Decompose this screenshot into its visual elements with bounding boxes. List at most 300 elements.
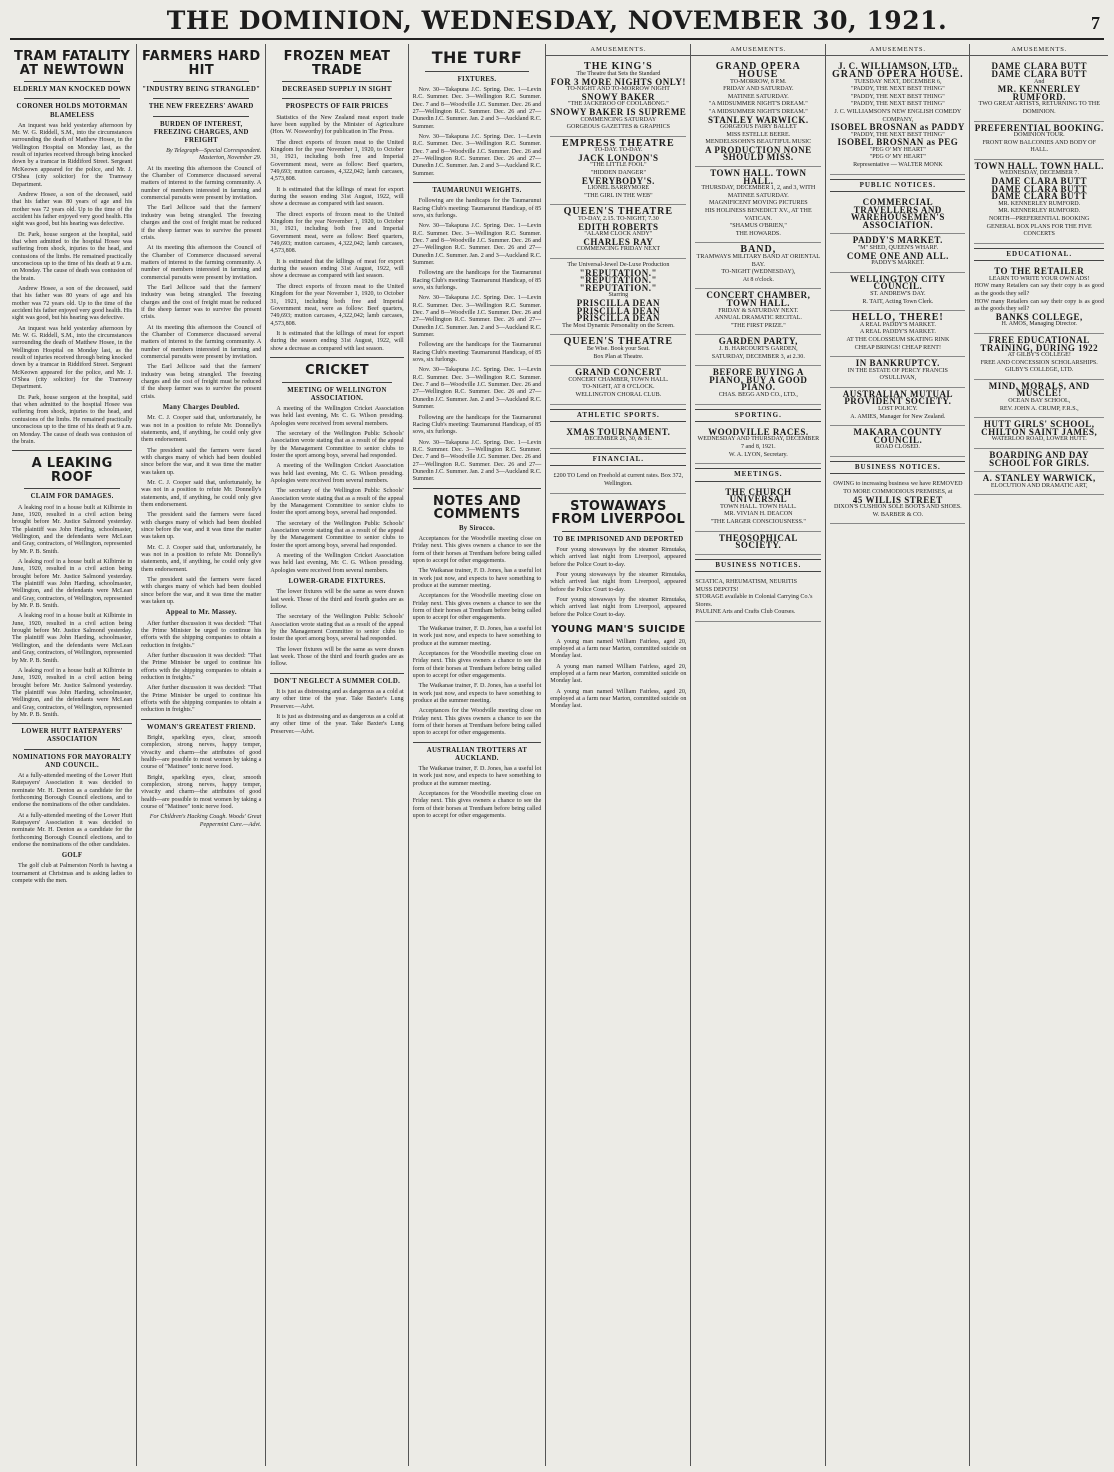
subhead: ELDERLY MAN KNOCKED DOWN: [13, 86, 131, 94]
ad-line: J. C. WILLIAMSON, LTD.,: [838, 61, 958, 72]
article-paragraph: A leaking roof in a house built at Kilbirnie in June, 1920, resulted in a civil action being brought before Mr. Justice Salmond yesterday. The plaintiff was John Harding, schoolmaster, Wellington, and the defendants were McLean and Gray, contractors, of Wellington, represented by Mr. P. B. Smith.: [12, 504, 133, 555]
article-paragraph: Four young stowaways by the steamer Rimutaka, which arrived last night from Liverpool, appeared before the Police Court to-day.: [550, 572, 687, 593]
ad-line: COMMENCING SATURDAY: [580, 116, 657, 123]
ad-line: "REPUTATION.": [579, 275, 658, 286]
ad-line: BOARDING AND DAY SCHOOL FOR GIRLS.: [989, 450, 1090, 468]
ad-line: ROAD CLOSED.: [875, 444, 920, 451]
divider: [282, 382, 391, 383]
ad-line: AT THE COLOSSEUM SKATING RINK: [846, 336, 950, 343]
ad-line: MR. KENNERLEY RUMFORD.: [998, 200, 1081, 207]
article-paragraph: The Waikanae trainer, F. D. Jones, has a useful lot in work just now, and expects to have something to produce at the summer meeting.: [412, 683, 542, 704]
ad-line: BANKS COLLEGE,: [995, 311, 1083, 322]
ad-line: STORAGE available in Colonial Carrying Co.'s Stores.: [695, 594, 813, 608]
ad-line: At 8 o'clock.: [742, 276, 774, 283]
ad-line: GORGEOUS FAIRY BALLET: [719, 124, 797, 131]
column-6: [691, 44, 826, 1466]
ad-line: THE CHURCH UNIVERSAL: [725, 486, 792, 505]
ad-line: A. STANLEY WARWICK,: [982, 473, 1096, 484]
ad-line: FRIDAY & SATURDAY NEXT.: [718, 307, 799, 314]
ad-line: TO-DAY, 2.15. TO-NIGHT, 7.30: [577, 216, 659, 223]
section-header: AMUSEMENTS.: [970, 44, 1108, 56]
ad-line: PADDY'S MARKET.: [871, 260, 925, 267]
article-paragraph: Four young stowaways by the steamer Rimutaka, which arrived last night from Liverpool, appeared before the Police Court to-day.: [550, 547, 687, 568]
advert-kings-theatre: [550, 60, 686, 136]
article-paragraph: A leaking roof in a house built at Kilbirnie in June, 1920, resulted in a civil action being brought before Mr. Justice Salmond yesterday. The plaintiff was John Harding, schoolmaster, Wellington, and the defendants were McLean and Gray, contractors, of Wellington, represented by Mr. P. B. Smith.: [12, 667, 133, 718]
ad-line: WEDNESDAY, DECEMBER 7.: [999, 170, 1079, 177]
ad-line: SATURDAY, DECEMBER 3, at 2.30.: [711, 353, 805, 360]
ad-line: HELLO, THERE!: [851, 312, 944, 324]
advert-queens-theatre: [550, 205, 686, 259]
article-paragraph: A meeting of the Wellington Cricket Association was held last evening, Mr. C. G. Wilson presiding. Apologies were received from several members.: [270, 405, 404, 427]
advert-queens-booking: [550, 335, 686, 366]
columns: [8, 44, 1108, 1466]
article-paragraph: The Earl Jellicoe said that the farmers' industry was being strangled. The freezing charges and the cost of freight must be reduced if the sheep farmer was to survive the present crisis.: [141, 284, 262, 321]
article-paragraph: An inquest was held yesterday afternoon by Mr. W. G. Riddell, S.M., into the circumstances surrounding the death of Matthew Hosee, in the Wellington Hospital on Monday last, as the result of injuries received through being knocked down by a tramcar in Riddiford Street. Sergeant McKeown appeared for the police, and Mr. J. O'Shea (city solicitor) for the Tramway Department.: [12, 122, 133, 188]
ad-line: QUEEN'S THEATRE: [563, 336, 674, 348]
ad-line: GORGEOUS GAZETTES & GRAPHICS: [566, 124, 671, 131]
advert-reputation: [550, 259, 686, 335]
advert-banks-college: [974, 265, 1104, 334]
advert-athletic: [550, 426, 686, 449]
ad-line: DOMINION TOUR.: [1013, 132, 1065, 139]
ad-line: TO-NIGHT AND TO-MORROW NIGHT: [566, 86, 670, 93]
ad-line: GARDEN PARTY,: [718, 336, 798, 347]
ad-line: HOW many Retailers can say their copy is as good as the goods they sell?: [974, 298, 1104, 313]
article-paragraph: At its meeting this afternoon the Council of the Chamber of Commerce discussed several matters of interest to the farming community. A number of members interested in farming and commercial pursuits were present by invitation.: [141, 165, 262, 202]
article-paragraph: Statistics of the New Zealand meat export trade have been supplied by the Minister of Agriculture (Hon. W. Nosworthy) for publication in The Press.: [270, 114, 404, 136]
divider: [24, 98, 120, 99]
ad-line: ISOBEL BROSNAN as PEG: [837, 137, 959, 148]
advert-gilbys-college: [974, 334, 1104, 380]
ad-line: "A MIDSUMMER NIGHT'S DREAM.": [708, 108, 808, 115]
advert-preferential-booking: [974, 122, 1104, 160]
advert-band: [695, 243, 821, 289]
article-paragraph: Mr. C. J. Cooper said that, unfortunately, he was not in a position to refute Mr. Donnelly's statements, and, if anything, he could only give them endorsement.: [141, 415, 262, 444]
advert-town-hall-pictures: [695, 167, 821, 243]
advert-footer: For Children's Hacking Cough. Woods' Great Peppermint Cure.—Advt.: [149, 814, 262, 828]
advert-stanley-warwick: [974, 472, 1104, 495]
advert-ocean-bay-school: [974, 380, 1104, 418]
ad-line: TOWN HALL. TOWN HALL.: [710, 168, 807, 186]
divider: [562, 531, 674, 532]
column-3: [266, 44, 408, 1466]
subhead: TAUMARUNUI WEIGHTS.: [432, 187, 522, 195]
ad-line: CONCERT CHAMBER, TOWN HALL.: [568, 376, 669, 383]
ad-line: PADDY'S MARKET.: [852, 235, 943, 246]
ad-line: The Universal-Jewel De-Luxe Production: [567, 262, 670, 268]
ad-line: A REAL PADDY'S MARKET.: [859, 329, 936, 336]
ad-line: W. BARBER & CO.: [872, 511, 924, 518]
ad-line: TRAMWAYS MILITARY BAND AT ORIENTAL BAY.: [696, 254, 821, 268]
divider: [425, 71, 530, 72]
divider: [24, 488, 120, 489]
ad-line: 45 WILLIS STREET: [852, 494, 943, 505]
article-paragraph: A young man named William Fairless, aged 20, employed at a farm near Marton, committed suicide on Monday last.: [550, 638, 687, 660]
ad-line: "HIDDEN DANGER": [590, 170, 646, 177]
headline-suicide: YOUNG MAN'S SUICIDE: [551, 624, 686, 636]
advert-city-council: [830, 273, 965, 311]
ad-line: TOWN HALL. TOWN HALL.: [974, 160, 1104, 171]
article-paragraph: The Waikanae trainer, F. D. Jones, has a useful lot in work just now, and expects to have something to produce at the summer meeting.: [412, 765, 542, 787]
ad-line: MAGNIFICENT MOVING PICTURES: [708, 200, 808, 207]
ad-line: PRISCILLA DEAN: [576, 297, 660, 308]
divider: [141, 719, 261, 720]
section-header: EDUCATIONAL.: [974, 248, 1104, 261]
article-paragraph: The secretary of the Wellington Public Schools' Association wrote stating that as a result of the appeal by the Management Committee to senior clubs to foster the sport among boys, several had responded.: [270, 488, 404, 517]
ad-line: WEDNESDAY AND THURSDAY, DECEMBER 7 and 8, 1921.: [697, 436, 820, 451]
ad-line: "A MIDSUMMER NIGHT'S DREAM.": [708, 101, 808, 108]
divider: [24, 749, 120, 750]
section-header: ATHLETIC SPORTS.: [550, 409, 686, 422]
article-paragraph: Acceptances for the Woodville meeting close on Friday next. This gives owners a chance to see the form of their horses at Trentham before being called upon to accept for other engagements.: [412, 536, 542, 565]
article-paragraph: The secretary of the Wellington Public Schools' Association wrote stating that as a result of the appeal by the Management Committee to senior clubs to foster the sport among boys, several had responded.: [270, 430, 404, 459]
headline-tram-fatality: TRAM FATALITY AT NEWTOWN: [14, 49, 131, 78]
divider: [153, 81, 249, 82]
ad-line: "THE GIRL IN THE WEB": [584, 192, 653, 199]
article-paragraph: It is estimated that the killings of meat for export during the season ending 31st August, 1922, will show a decrease as compared with last season.: [270, 186, 404, 208]
ad-line: WELLINGTON CHORAL CLUB.: [575, 391, 662, 398]
advert-bankruptcy: [830, 357, 965, 388]
subhead: WOMAN'S GREATEST FRIEND.: [146, 723, 256, 731]
subhead: FIXTURES.: [457, 75, 497, 83]
article-paragraph: Andrew Hosee, a son of the deceased, said that his father was 80 years of age and his mother was 72 years old. Up to the time of the accident his father enjoyed very good health. His sight was good, but his hearing was defective.: [12, 191, 133, 228]
ad-line: "THE LARGER CONSCIOUSNESS.": [710, 518, 806, 525]
ad-line: CHAS. BEGG AND CO., LTD.,: [718, 391, 798, 398]
ad-line: EMPRESS THEATRE: [561, 137, 675, 149]
ad-line: "PEG O' MY HEART": [869, 146, 926, 153]
ad-line: THURSDAY, DECEMBER 1, 2, and 3, WITH MATINEE SATURDAY.: [701, 185, 816, 199]
divider: [413, 182, 542, 183]
subhead: LOWER HUTT RATEPAYERS' ASSOCIATION: [21, 728, 123, 744]
article-paragraph: A leaking roof in a house built at Kilbirnie in June, 1920, resulted in a civil action being brought before Mr. Justice Salmond yesterday. The plaintiff was John Harding, schoolmaster, Wellington, and the defendants were McLean and Gray, contractors, of Wellington, represented by Mr. P. B. Smith.: [12, 559, 133, 610]
ad-line: GRAND CONCERT: [575, 367, 662, 378]
ad-line: ST. ANDREW'S DAY.: [870, 290, 926, 297]
ad-line: "SHAMUS O'BRIEN,": [729, 223, 787, 230]
ad-line: MUSS DEPOTS!: [695, 586, 739, 593]
advert-paddys-market: [830, 234, 965, 272]
article-paragraph: The direct exports of frozen meat to the United Kingdom for the year November 1, 1920, to October 31, 1921, including both free and Imperial Government meat, were as follow: Beef quarters, 749,693; mutton carcases, 4,322,042; lamb carcases, 4,573,808.: [270, 139, 404, 183]
ad-line: "THE LITTLE FOOL": [590, 162, 647, 169]
article-paragraph: Nov. 30—Takapuna J.C. Spring. Dec. 1—Levin R.C. Summer. Dec. 3—Wellington R.C. Summer. Dec. 7 and 8—Woodville J.C. Summer. Dec. 26 and 27—Wellington R.C. Summer. Dec. 26 and 27—Dunedin J.C. Summer. Jan. 2 and 3—Auckland R.C. Summer.: [412, 223, 542, 266]
section-header: SPORTING.: [695, 409, 821, 422]
section-header: MEETINGS.: [695, 468, 821, 481]
advert-hello-there: [830, 311, 965, 357]
column-1: [8, 44, 137, 1466]
article-paragraph: A young man named William Fairless, aged 20, employed at a farm near Marton, committed suicide on Monday last.: [550, 688, 687, 710]
ad-line: J. C. WILLIAMSON'S NEW ENGLISH COMEDY COMPANY,: [834, 108, 962, 123]
section-header: AMUSEMENTS.: [546, 44, 690, 56]
article-paragraph: The Waikanae trainer, F. D. Jones, has a useful lot in work just now, and expects to have something to produce at the summer meeting.: [412, 568, 542, 590]
ad-line: DAME CLARA BUTT: [991, 176, 1087, 187]
ad-line: And: [1033, 78, 1045, 85]
headline-cricket: CRICKET: [305, 362, 369, 378]
masthead-title: THE DOMINION, WEDNESDAY, NOVEMBER 30, 1921.: [166, 6, 948, 35]
column-2: [137, 44, 266, 1466]
ad-line: DAME CLARA BUTT: [991, 183, 1087, 194]
advert-empress-theatre: [550, 137, 686, 206]
article-paragraph: Mr. C. J. Cooper said that, unfortunately, he was not in a position to refute Mr. Donnelly's statements, and, if anything, he could only give them endorsement.: [141, 479, 262, 508]
subhead: AUSTRALIAN TROTTERS AT AUCKLAND.: [426, 746, 528, 762]
ad-line: GRAND OPERA HOUSE: [715, 61, 801, 80]
advert-business: [695, 576, 821, 622]
subhead: THE NEW FREEZERS' AWARD: [148, 103, 254, 111]
ad-line: TUESDAY NEXT, DECEMBER 6,: [854, 78, 942, 85]
divider: [413, 488, 542, 489]
ad-line: STANLEY WARWICK.: [708, 114, 809, 125]
page-number: 7: [1091, 13, 1100, 33]
ad-line: W. A. LYON, Secretary.: [728, 451, 788, 458]
divider: [12, 723, 132, 724]
article-paragraph: After further discussion it was decided: "That the Prime Minister be urged to continue his efforts with the shipping companies to obtain a reduction in freights.": [141, 653, 262, 682]
ad-line: "PADDY, THE NEXT BEST THING": [850, 101, 945, 108]
ad-line: MENDELSSOHN'S BEAUTIFUL MUSIC: [705, 139, 812, 146]
divider: [270, 357, 403, 358]
divider: [153, 116, 249, 117]
article-paragraph: The president said the farmers were faced with charges many of which had been doubled since before the war, and it was time the matter was taken up.: [141, 512, 262, 541]
section-header: AMUSEMENTS.: [826, 44, 969, 56]
article-paragraph: At a fully-attended meeting of the Lower Hutt Ratepayers' Association it was decided to nominate Mr. H. Denton as a candidate for the forthcoming Borough Council elections, and to endorse the nominations of the other candidates.: [12, 812, 133, 848]
ad-line: A. AMIES, Manager for New Zealand.: [850, 413, 946, 420]
ad-line: THE HOWARDS.: [735, 230, 781, 237]
ad-line: "THE FIRST PRIZE.": [730, 322, 786, 329]
article-paragraph: Nov. 30—Takapuna J.C. Spring. Dec. 1—Levin R.C. Summer. Dec. 3—Wellington R.C. Summer. Dec. 7 and 8—Woodville J.C. Summer. Dec. 26 and 27—Wellington R.C. Summer. Dec. 26 and 27—Dunedin J.C. Summer. Jan. 2 and 3—Auckland R.C. Summer.: [412, 295, 542, 339]
ad-line: CHEAP BRINGS! CHEAP RENT!: [854, 344, 942, 351]
ad-line: MISS ESTELLE BEERE.: [726, 131, 791, 138]
ad-line: COME ONE AND ALL.: [846, 250, 949, 261]
ad-line: PRISCILLA DEAN: [576, 305, 660, 316]
fixtures-list: Nov. 30—Takapuna J.C. Spring. Dec. 1—Levin R.C. Summer. Dec. 3—Wellington R.C. Summer. Dec. 7 and 8—Woodville J.C. Summer. Dec. 26 and 27—Wellington R.C. Summer. Dec. 26 and 27—Dunedin J.C. Summer. Jan. 2 and 3—Auckland R.C. Summer.: [412, 134, 542, 177]
subhead: CORONER HOLDS MOTORMAN BLAMELESS: [16, 103, 128, 119]
ad-line: IN BANKRUPTCY.: [855, 358, 940, 369]
ad-line: EDITH ROBERTS: [578, 221, 659, 232]
masthead: [10, 4, 1104, 40]
advert-piano: [695, 366, 821, 404]
ad-line: "REPUTATION.": [579, 282, 658, 293]
ad-line: GRAND OPERA HOUSE.: [832, 68, 964, 80]
ad-line: "PADDY, THE NEXT BEST THING": [850, 86, 945, 93]
section-header: BUSINESS NOTICES.: [830, 461, 965, 474]
article-paragraph: A meeting of the Wellington Cricket Association was held last evening, Mr. C. G. Wilson presiding. Apologies were received from several members.: [270, 463, 404, 484]
ad-line: BAND,: [740, 244, 777, 256]
divider: [24, 81, 120, 82]
divider: [413, 742, 542, 743]
subhead: LOWER-GRADE FIXTURES.: [288, 578, 386, 586]
column-8: [970, 44, 1108, 1466]
article-paragraph: A meeting of the Wellington Cricket Association was held last evening, Mr. C. G. Wilson presiding. Apologies were received from several members.: [270, 553, 404, 574]
ad-line: A PRODUCTION NONE SHOULD MISS.: [705, 144, 812, 163]
ad-line: "REPUTATION.": [579, 267, 658, 278]
ad-line: CHARLES RAY: [583, 236, 654, 247]
ad-line: MATINEE SATURDAY.: [727, 93, 789, 100]
article-paragraph: At a fully-attended meeting of the Lower Hutt Ratepayers' Association it was decided to nominate Mr. H. Denton as a candidate for the forthcoming Borough Council elections, and to endorse the nominations of the other candidates.: [12, 772, 133, 809]
divider: [282, 98, 391, 99]
article-paragraph: At its meeting this afternoon the Council of the Chamber of Commerce discussed several matters of interest to the farming community. A number of members interested in farming and commercial pursuits were present by invitation.: [141, 245, 262, 281]
column-7: [826, 44, 970, 1466]
ad-line: JACK LONDON'S: [578, 152, 659, 163]
ad-line: FOR 3 MORE NIGHTS ONLY!: [550, 76, 686, 87]
ad-line: LOST POLICY.: [878, 406, 918, 413]
article-paragraph: Dr. Park, house surgeon at the hospital, said that when admitted to the hospital Hosee was suffering from shock, injuries to the head, and contusions of the limbs. He remained practically unconscious up to the time of his death at 9 a.m. on Monday. The cause of death was contusion of the brain.: [12, 394, 133, 445]
article-paragraph: Mr. C. J. Cooper said that, unfortunately, he was not in a position to refute Mr. Donnelly's statements, and, if anything, he could only give them endorsement.: [141, 544, 262, 573]
ad-line: TO-DAY. TO-DAY.: [594, 147, 643, 154]
article-paragraph: Acceptances for the Woodville meeting close on Friday next. This gives owners a chance to see the form of their horses at Trentham before being called upon to accept for other engagements.: [412, 650, 542, 679]
ad-line: MIND, MORALS, AND MUSCLE!: [988, 380, 1090, 399]
ad-line: MAKARA COUNTY COUNCIL.: [853, 427, 943, 445]
advert-grand-concert: [550, 366, 686, 404]
advert-theosophical: [695, 532, 821, 555]
ad-line: "THE JACKEROO OF COOLABONG.": [567, 101, 669, 108]
ad-line: MR. VIVIAN H. DEACON: [724, 511, 793, 518]
article-paragraph: Dr. Park, house surgeon at the hospital, said that when admitted to the hospital Hosee was suffering from shock, injuries to the head, and contusions of the limbs. He remained practically unconscious up to the time of his death at 9 a.m. on Monday. The cause of death was contusion of the brain.: [12, 231, 133, 282]
ad-line: DAME CLARA BUTT: [991, 68, 1087, 79]
ad-line: TO-NIGHT (WEDNESDAY),: [721, 269, 796, 276]
ad-line: OCEAN BAY SCHOOL,: [1008, 398, 1071, 405]
advert-church-universal: [695, 486, 821, 532]
ad-line: LIONEL BARRYMORE: [587, 185, 650, 192]
article-paragraph: Following are the handicaps for the Taumarunui Racing Club's meeting: Taumarunui Handicap, of 85 sovs, six furlongs.: [412, 270, 542, 292]
advert-paddy-next-best-thing: [830, 60, 965, 174]
article-paragraph: It is estimated that the killings of meat for export during the season ending 31st August, 1922, will show a decrease as compared with last season.: [270, 330, 404, 352]
ad-line: LEARN TO WRITE YOUR OWN ADS!: [988, 275, 1090, 282]
ad-line: PREFERENTIAL BOOKING.: [974, 122, 1104, 133]
ad-line: R. TAIT, Acting Town Clerk.: [862, 298, 934, 305]
ad-line: REV. JOHN A. CRUMP, F.R.S.,: [999, 405, 1079, 412]
article-paragraph: The president said the farmers were faced with charges many of which had been doubled since before the war, and it was time the matter was taken up.: [141, 577, 262, 606]
ad-line: J. B. HARCOURT'S GARDEN,: [719, 345, 798, 352]
advert-hutt-girls-school: [974, 418, 1104, 449]
ad-line: Be Wise. Book your Seat.: [586, 345, 650, 352]
article-paragraph: An inquest was held yesterday afternoon by Mr. W. G. Riddell, S.M., into the circumstances surrounding the death of Matthew Hosee, in the Wellington Hospital on Monday last, as the result of injuries received through being knocked down by a tramcar in Riddiford Street. Sergeant McKeown appeared for the police, and Mr. J. O'Shea (city solicitor) for the Tramway Department.: [12, 325, 133, 391]
article-paragraph: Following are the handicaps for the Taumarunui Racing Club's meeting: Taumarunui Handicap, of 85 sovs, six furlongs.: [412, 198, 542, 219]
ad-line: DECEMBER 26, 30, & 31.: [584, 436, 652, 443]
subhead: PROSPECTS OF FAIR PRICES: [285, 103, 389, 111]
article-paragraph: A leaking roof in a house built at Kilbirnie in June, 1920, resulted in a civil action being brought before Mr. Justice Salmond yesterday. The plaintiff was John Harding, schoolmaster, Wellington, and the defendants were McLean and Gray, contractors, of Wellington, represented by Mr. P. B. Smith.: [12, 613, 133, 664]
ad-line: DAME CLARA BUTT: [991, 191, 1087, 202]
fixtures-list: Nov. 30—Takapuna J.C. Spring. Dec. 1—Levin R.C. Summer. Dec. 3—Wellington R.C. Summer. Dec. 7 and 8—Woodville J.C. Summer. Dec. 26 and 27—Wellington R.C. Summer. Dec. 26 and 27—Dunedin J.C. Summer. Jan. 2 and 3—Auckland R.C. Summer.: [412, 86, 542, 130]
divider: [270, 673, 403, 674]
ad-line: OWING to increasing business we have REMOVED TO MORE COMMODIOUS PREMISES, at: [833, 481, 963, 495]
article-paragraph: Bright, sparkling eyes, clear, smooth complexion, strong nerves, happy temper, vivacity and charm—the attributes of good health—are possible to most women by taking a course of "Matinee" tonic nerve food.: [141, 774, 262, 810]
ad-line: The Theatre that Sets the Standard: [576, 70, 661, 77]
article-paragraph: The direct exports of frozen meat to the United Kingdom for the year November 1, 1920, to October 31, 1921, including both free and Imperial Government meat, were as follow: Beef quarters, 749,693; mutton carcases, 4,322,042; lamb carcases, 4,573,808.: [270, 211, 404, 255]
ad-line: XMAS TOURNAMENT.: [566, 426, 671, 437]
advert-amp-society: [830, 388, 965, 426]
column-5: [546, 44, 691, 1466]
subhead: Appeal to Mr. Massey.: [165, 609, 237, 617]
divider: [153, 98, 249, 99]
ad-line: NORTH—PREFERENTIAL BOOKING: [988, 216, 1090, 223]
ad-line: "PEG O' MY HEART": [869, 154, 926, 161]
ad-line: HUTT GIRLS' SCHOOL, CHILTON SAINT JAMES,: [981, 419, 1098, 437]
article-paragraph: The president said the farmers were faced with charges many of which had been doubled since before the war, and it was time the matter was taken up.: [141, 447, 262, 476]
article-paragraph: Four young stowaways by the steamer Rimutaka, which arrived last night from Liverpool, appeared before the Police Court to-day.: [550, 597, 687, 618]
advert-grand-opera-house: [695, 60, 821, 167]
ad-line: The Most Dynamic Personality on the Screen.: [562, 322, 675, 329]
divider: [12, 450, 132, 451]
ad-line: "ALARM CLOCK ANDY": [584, 231, 653, 238]
ad-line: "M" SHED, QUEEN'S WHARF.: [857, 244, 939, 251]
ad-line: EVERYBODY'S.: [581, 175, 655, 186]
section-header: PUBLIC NOTICES.: [830, 179, 965, 192]
advert-concert-chamber: [695, 289, 821, 335]
article-paragraph: The lower fixtures will be the same as were drawn last week. Those of the third and fourth grades are as follow.: [270, 646, 404, 668]
article-paragraph: Nov. 30—Takapuna J.C. Spring. Dec. 1—Levin R.C. Summer. Dec. 3—Wellington R.C. Summer. Dec. 7 and 8—Woodville J.C. Summer. Dec. 26 and 27—Wellington R.C. Summer. Dec. 26 and 27—Dunedin J.C. Summer. Jan. 2 and 3—Auckland R.C. Summer.: [412, 367, 542, 411]
article-paragraph: A young man named William Fairless, aged 20, employed at a farm near Marton, committed suicide on Monday last.: [550, 663, 687, 685]
headline-notes-and-comments: NOTES AND COMMENTS: [432, 493, 521, 523]
article-paragraph: The secretary of the Wellington Public Schools' Association wrote stating that as a result of the appeal by the Management Committee to senior clubs to foster the sport among boys, several had responded.: [270, 520, 404, 549]
article-paragraph: The lower fixtures will be the same as were drawn last week. Those of the third and fourth grades are as follow.: [270, 589, 404, 610]
ad-line: A REAL PADDY'S MARKET.: [859, 321, 936, 328]
article-paragraph: The Waikanae trainer, F. D. Jones, has a useful lot in work just now, and expects to have something to produce at the summer meeting.: [412, 625, 542, 647]
ad-line: Box Plan at Theatre.: [593, 353, 644, 360]
headline-the-turf: THE TURF: [431, 48, 523, 67]
ad-line: QUEEN'S THEATRE: [563, 206, 674, 218]
ad-line: PAULINE Arts and Crafts Club Courses.: [695, 609, 796, 616]
ad-line: PRISCILLA DEAN: [576, 313, 660, 324]
article-paragraph: It is just as distressing and as dangerous as a cold at any other time of the year. Take Baxter's Lung Preserver.—Advt.: [270, 713, 404, 735]
article-paragraph: Following are the handicaps for the Taumarunui Racing Club's meeting: Taumarunui Handicap, of 85 sovs, six furlongs.: [412, 414, 542, 436]
advert-garden-party: [695, 335, 821, 366]
section-header: BUSINESS NOTICES.: [695, 559, 821, 572]
ad-line: ELOCUTION AND DRAMATIC ART,: [990, 482, 1088, 489]
ad-line: AUSTRALIAN MUTUAL PROVIDENT SOCIETY.: [842, 388, 953, 407]
ad-line: TO THE RETAILER: [994, 266, 1085, 277]
ad-line: TO-MORROW, 8 P.M.: [730, 78, 787, 85]
article-paragraph: Acceptances for the Woodville meeting close on Friday next. This gives owners a chance to see the form of their horses at Trentham before being called upon to accept for other engagements.: [412, 790, 542, 820]
advert-makara-council: [830, 426, 965, 457]
ad-line: SCIATICA, RHEUMATISM, NEURITIS: [695, 579, 797, 586]
ad-line: FRIDAY AND SATURDAY.: [723, 86, 794, 93]
advert-clara-butt: [974, 60, 1104, 121]
ad-line: "PADDY, THE NEXT BEST THING": [850, 131, 945, 138]
ad-line: ISOBEL BROSNAN as PADDY: [830, 122, 965, 133]
ad-line: MR. KENNERLEY RUMFORD.: [998, 208, 1081, 215]
advert-financial: [550, 470, 686, 493]
section-header: AMUSEMENTS.: [691, 44, 825, 56]
article-paragraph: After further discussion it was decided: "That the Prime Minister be urged to continue his efforts with the shipping companies to obtain a reduction in freights.": [141, 685, 262, 714]
ad-line: ANNUAL DRAMATIC RECITAL.: [714, 315, 802, 322]
ad-line: FRONT ROW BALCONIES AND BODY OF HALL.: [982, 139, 1096, 154]
ad-line: WOODVILLE RACES.: [708, 426, 809, 437]
section-header: FINANCIAL.: [550, 453, 686, 466]
article-paragraph: The Earl Jellicoe said that the farmers' industry was being strangled. The freezing charges and the cost of freight must be reduced if the sheep farmer was to survive the present crisis.: [141, 364, 262, 400]
ad-line: TWO GREAT ARTISTS, RETURNING TO THE DOMINION.: [978, 101, 1100, 115]
subhead: DON'T NEGLECT A SUMMER COLD.: [273, 677, 401, 685]
dateline: By Telegraph—Special Correspondent. Masterton, November 29.: [166, 148, 262, 162]
article-paragraph: Following are the handicaps for the Taumarunui Racing Club's meeting: Taumarunui Handicap, of 85 sovs, six furlongs.: [412, 342, 542, 364]
subhead: "INDUSTRY BEING STRANGLED": [142, 86, 261, 94]
advert-woodville-races: [695, 426, 821, 464]
subhead: GOLF: [61, 852, 83, 860]
article-paragraph: At its meeting this afternoon the Council of the Chamber of Commerce discussed several matters of interest to the farming community. A number of members interested in farming and commercial pursuits were present by invitation.: [141, 324, 262, 360]
ad-line: COMMENCING FRIDAY NEXT: [576, 246, 661, 253]
ad-line: IN THE ESTATE OF PERCY FRANCIS O'SULLIVAN,: [847, 367, 948, 382]
article-paragraph: It is just as distressing and as dangerous as a cold at any other time of the year. Take Baxter's Lung Preserver.—Advt.: [270, 688, 404, 710]
article-paragraph: The Earl Jellicoe said that the farmers' industry was being strangled. The freezing charges and the cost of freight must be reduced if the sheep farmer was to survive the present crisis.: [141, 205, 262, 241]
headline-leaking-roof: A LEAKING ROOF: [31, 456, 113, 485]
article-paragraph: Nov. 30—Takapuna J.C. Spring. Dec. 1—Levin R.C. Summer. Dec. 3—Wellington R.C. Summer. Dec. 7 and 8—Woodville J.C. Summer. Dec. 26 and 27—Wellington R.C. Summer. Dec. 26 and 27—Dunedin J.C. Summer. Jan. 2 and 3—Auckland R.C. Summer.: [412, 439, 542, 483]
ad-line: TOWN HALL. TOWN HALL.: [720, 503, 797, 510]
ad-line: HIS HOLINESS BENEDICT XV., AT THE VATICAN.: [704, 208, 812, 222]
ad-line: WATERLOO ROAD, LOWER HUTT.: [991, 436, 1087, 443]
ad-line: TO-NIGHT, AT 8 O'CLOCK.: [582, 384, 655, 391]
subhead: DECREASED SUPPLY IN SIGHT: [282, 86, 392, 94]
ad-line: CONCERT CHAMBER, TOWN HALL.: [706, 290, 811, 308]
subhead: MEETING OF WELLINGTON ASSOCIATION.: [287, 386, 387, 402]
article-paragraph: Acceptances for the Woodville meeting close on Friday next. This gives owners a chance to see the form of their horses at Trentham before being called upon to accept for other engagements.: [412, 708, 542, 737]
ad-line: COMMERCIAL TRAVELLERS AND WAREHOUSEMEN'S ASSOCIATION.: [850, 197, 945, 230]
article-paragraph: Acceptances for the Woodville meeting close on Friday next. This gives owners a chance to see the form of their horses at Trentham before being called upon to accept for other engagements.: [412, 593, 542, 622]
